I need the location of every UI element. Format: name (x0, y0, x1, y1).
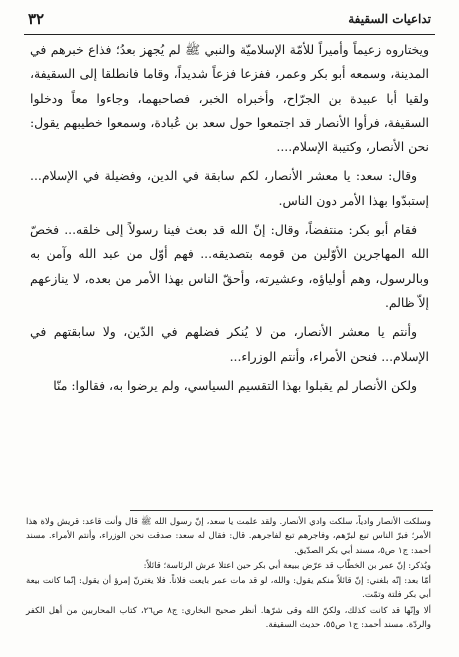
footnote-line: أمّا بعد: إنّه بلغني: إنّ قائلاً منكم يقول: والله، لو قد مات عمر بايعت فلاناً. فلا يغترنّ إمرؤ أن يقول: إنّما كانت بيعة أبي بكر فلتة وتمّت. (26, 576, 431, 601)
main-text (30, 38, 429, 403)
body-paragraph: فقام أبو بكر: منتفضاً، وقال: إنّ الله قد بعث فينا رسولاً إلى خلقه... فخصّ الله المهاجرين الأوّلين من قومه بتصديقه... فهم أوّل من عبد الله وآمن به وبالرسول، وهم أولياؤه، وعشيرته، وأحقّ الناس بهذا الأمر من بعده، لا ينازعهم إلاّ ظالم. (30, 222, 429, 310)
footnote-line: ألا وإنّها قد كانت كذلك، ولكنّ الله وقى شرّها. أنظر صحيح البخاري: ج٨ ص٢٦، كتاب المحاربين من أهل الكفر والردّة. مسند أحمد: ج١ ص٥٥، حديث السقيفة. (26, 605, 431, 631)
body-paragraph: ويختاروه زعيماً وأميراً للأمّة الإسلاميّة والنبي ﷺ لم يُجهز بعدُ؛ فذاع خبرهم في المدينة، وسمعه أبو بكر وعمر، ففزعا فزعاً شديداً، وقاما فانطلقا إلى السقيفة، ولقيا أبا عبيدة بن الجرّاح، وأخبراه الخبر، فصاحبهما، وجاءوا معاً ودخلوا السقيفة، فرأوا الأنصار قد اجتمعوا حول سعد بن عُبادة، وسمعوا خطيبهم يقول: نحن الأنصار، وكتيبة الإسلام.... (30, 42, 429, 155)
footnote-divider (130, 510, 433, 511)
page-header (28, 6, 431, 32)
body-paragraph: وقال: سعد: يا معشر الأنصار، لكم سابقة في الدين، وفضيلة في الإسلام... إستبدّوا بهذا الأمر دون الناس. (30, 168, 429, 208)
header-divider (24, 34, 435, 35)
footnote-line: ويُذكر: إنّ عمر بن الخطّاب قد عرّض ببيعة أبي بكر حين اعتلا عرش الرئاسة؛ قائلاً: (143, 560, 431, 571)
page-number: ٣٢ (28, 10, 45, 28)
footnote-line: وسلكت الأنصار وادياً، سلكت وادي الأنصار. ولقد علمت يا سعد، إنّ رسول الله ﷺ قال وأنت قاعد: قريش ولاة هذا الأمر؛ فبرّ الناس تبع لبرّهم، وفاجرهم تبع لفاجرهم. قال: فقال له سعد: صدقت نحن الوزراء، وأنتم الأمراء. مسند أحمد: ج١ ص٥، مسند أبي بكر الصدّيق. (26, 517, 431, 556)
running-title: تداعيات السقيفة (348, 12, 431, 26)
body-paragraph: ولكن الأنصار لم يقبلوا بهذا التقسيم السياسي، ولم يرضوا به، فقالوا: منّا (53, 377, 417, 393)
footnotes (26, 515, 431, 633)
body-paragraph: وأنتم يا معشر الأنصار، من لا يُنكر فضلهم في الدّين، ولا سابقتهم في الإسلام... فنحن الأمراء، وأنتم الوزراء... (30, 324, 429, 364)
